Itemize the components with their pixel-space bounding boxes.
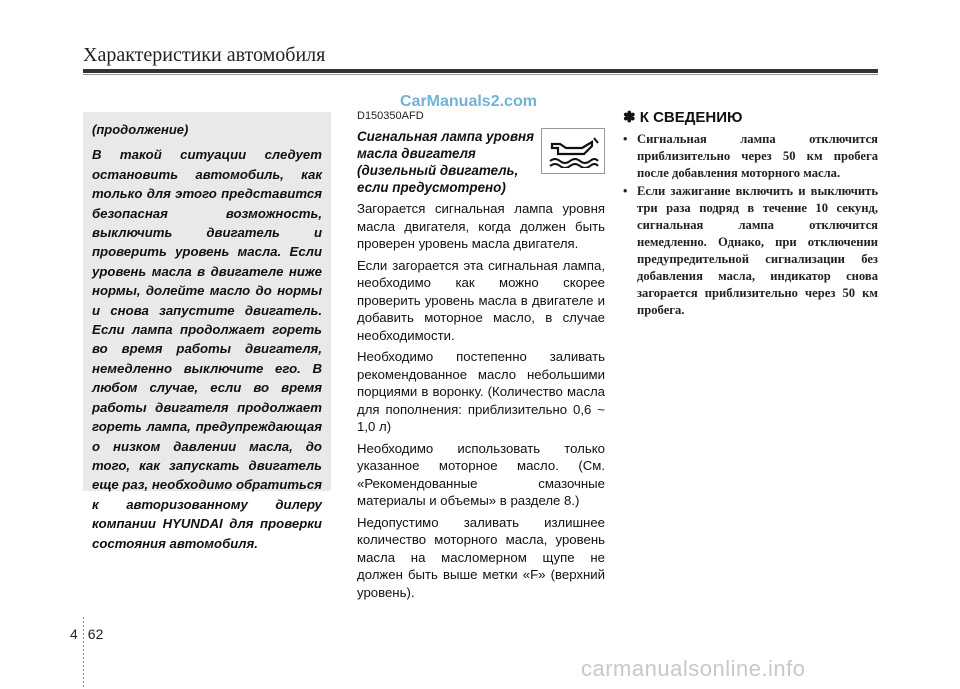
oil-lamp-section: [357, 110, 605, 601]
header-rule-thin: [83, 74, 878, 75]
note-section: [623, 108, 878, 320]
paragraph: Загорается сигнальная лампа уровня масла двигателя, когда должен быть проверен уровень масла двигателя.: [357, 201, 605, 251]
note-list: [623, 131, 878, 319]
continued-body: В такой ситуации следует остановить автомобиль, как только для этого представится безопасная возможность, выключить двигатель и проверить уровень масла. Если уровень масла в двигателе ниже нормы, долейте масло до нормы и снова запустите двигатель. Если лампа продолжает гореть во время работы двигателя, немедленно выключите его. В любом случае, если во время работы двигателя продолжает гореть лампа, предупреждающая о низком давлении масла, до того, как запускать двигатель еще раз, необходимо обратиться к авторизованному дилеру компании HYUNDAI для проверки состояния автомобиля.: [92, 147, 322, 551]
watermark-top: CarManuals2.com: [400, 93, 537, 110]
note-item: [623, 131, 878, 182]
page-header-title: Характеристики автомобиля: [83, 44, 326, 66]
page-number: [70, 626, 103, 642]
paragraph: Если загорается эта сигнальная лампа, необходимо как можно скорее проверить уровень масла в двигателе и добавить моторное масло, в случае необходимости.: [357, 257, 605, 343]
section-code: D150350AFD: [357, 110, 424, 122]
section-number: 4: [70, 626, 78, 642]
header-rule: [83, 69, 878, 73]
paragraph: Недопустимо заливать излишнее количество моторного масла, уровень масла на масломерном щупе не должен быть выше метки «F» (верхний уровень).: [357, 514, 605, 600]
note-heading-text: К СВЕДЕНИЮ: [639, 109, 743, 126]
note-item-text: Сигнальная лампа отключится приблизительно через 50 км пробега после добавления моторного масла.: [637, 132, 878, 180]
note-star-icon: ✽: [623, 109, 636, 126]
note-item: [623, 183, 878, 319]
continued-warning-box: [83, 112, 331, 551]
continued-heading: (продолжение): [92, 122, 189, 137]
paragraph: Необходимо постепенно заливать рекомендованное масло небольшими порциями в воронку. (Количество масла для пополнения: приблизительно 0,6 ~ 1,0 л): [357, 349, 605, 434]
lamp-title: Сигнальная лампа уровня масла двигателя (дизельный двигатель, если предусмотрено): [357, 129, 535, 195]
paragraph: Необходимо использовать только указанное моторное масло. (См. «Рекомендованные смазочные материалы и объемы» в разделе 8.): [357, 440, 605, 508]
oil-level-warning-icon: [541, 128, 605, 174]
watermark-bottom: carmanualsonline.info: [581, 656, 806, 681]
note-heading: [623, 108, 878, 126]
lamp-title-row: [357, 128, 605, 196]
note-item-text: Если зажигание включить и выключить три раза подряд в течение 10 секунд, сигнальная лампа отключится немедленно. Однако, при отключении предупредительной сигнализации без добавления масла, индикатор снова загорается приблизительно через 50 км пробега.: [637, 184, 878, 317]
bullet-icon: •: [623, 184, 628, 198]
page-number-value: 62: [87, 626, 104, 642]
bullet-icon: •: [623, 132, 628, 146]
